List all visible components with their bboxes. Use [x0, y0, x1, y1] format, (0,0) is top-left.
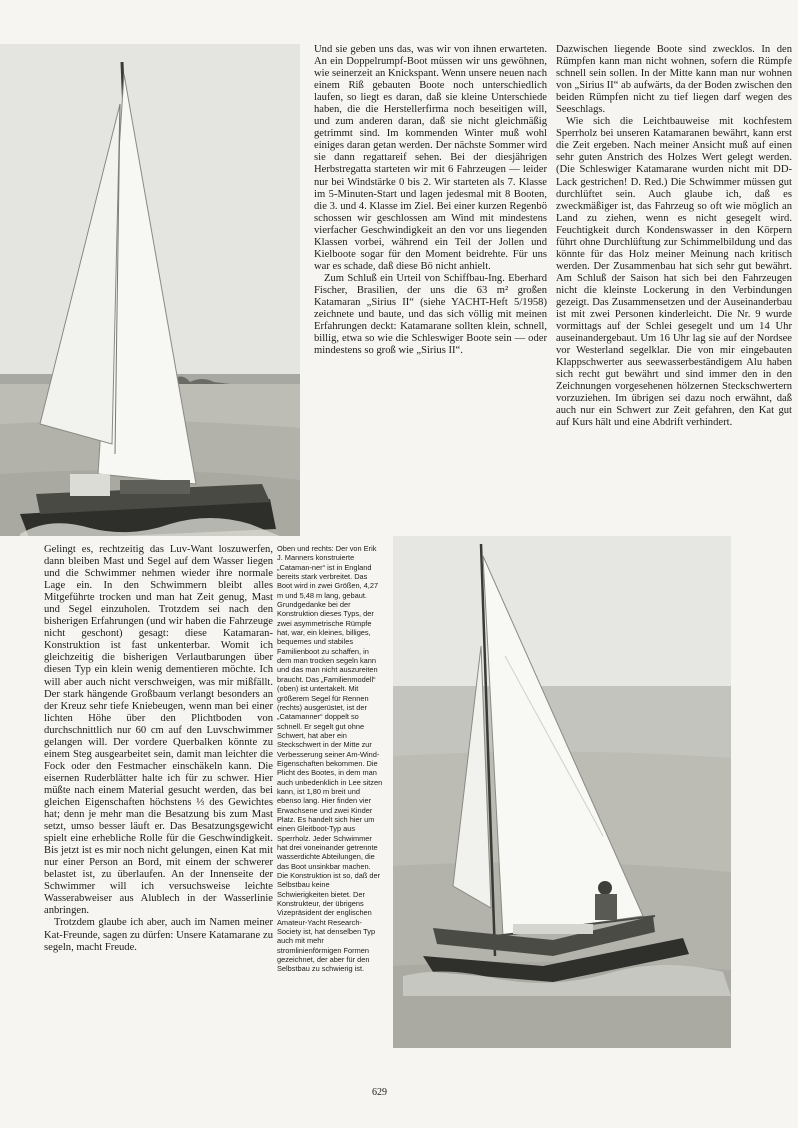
paragraph: Zum Schluß ein Urteil von Schiffbau-Ing. Eberhard Fischer, Brasilien, der uns die 63 m² großen Katamaran „Sirius II“ (siehe YACHT-Heft 5/1958) zeichnete und baute, und das sich völlig mit meinen Erfahrungen deckt: Katamarane sollten klein, schnell, billig, etwa so wie die Schleswiger Boote sein — oder mindestens so groß wie „Sirius II“.	[314, 272, 547, 357]
paragraph: Wie sich die Leichtbauweise mit kochfestem Sperrholz bei unseren Katamaranen bewährt, kann erst die Zeit ergeben. Nach meiner Ansicht muß auf einen sehr guten Anstrich des Holzes Wert gelegt werden. (Die Schleswiger Katamarane wurden nicht mit DD-Lack gestrichen! D. Red.) Die Schwimmer müssen gut durchlüftet sein. Auch glaube ich, daß es zweckmäßiger ist, das Fahrzeug so oft wie möglich an Land zu ziehen, wenn es nicht gesegelt wird. Feuchtigkeit durch Kondenswasser in den Körpern führt ohne Durchlüftung zur Schimmelbildung und das könnte für das Holz meiner Meinung nach kritisch werden. Der Zusammenbau hat sich sehr gut bewährt. Am Schluß der Saison hat sich bei den Fahrzeugen nicht die kleinste Lockerung in den Verbindungen gezeigt. Das Zusammensetzen und der Auseinanderbau ist mit zwei Personen kinderleicht. Die Nr. 9 wurde vormittags auf der Schlei gesegelt und um 14 Uhr auseinandergebaut. Um 16 Uhr lag sie auf der Nordsee vor Westerland segelklar. Die von mir eingebauten Klappschwerter aus seewasserbeständigem Alu haben sich recht gut bewährt und sind immer den in den Zeichnungen vorgesehenen hölzernen Steckschwertern vorzuziehen. Im übrigen sei dazu noch erwähnt, daß auch nur ein Schwert zur Zeit gefahren, den Kat gut auf Kurs hält und eine Abdrift verhindert.	[556, 116, 792, 429]
catamaran-racing-illustration	[393, 536, 731, 1048]
article-column-bottom-left	[44, 544, 273, 1068]
photo-caption	[277, 544, 383, 1068]
paragraph: Und sie geben uns das, was wir von ihnen erwarteten. An ein Doppelrumpf-Boot müssen wir uns gewöhnen, wie seinerzeit an Knickspant. Wenn unsere neuen nach einem Riß gebauten Boote noch unterschiedlich laufen, so liegt es daran, daß sie kleine Unterschiede haben, die die Herstellerfirma noch beseitigen will, und zum anderen daran, daß sie nicht gleichmäßig getrimmt sind. Im kommenden Winter muß wohl einiges daran getan werden. Der nächste Sommer wird sie dann regattareif sehen. Bei der diesjährigen Herbstregatta starteten wir mit 6 Fahrzeugen — leider nur bei Windstärke 0 bis 2. Wir starteten als 7. Klasse im 5-Minuten-Start und lagen jedesmal mit 8 Booten, die 3. und 4. Klasse im Ziel. Bei einer kurzen Regenbö schossen wir geschlossen am Wind mit mindestens vierfacher Geschwindigkeit an den vor uns liegenden Klassen vorbei, während ein Teil der Jollen und Kielboote sogar für den Moment beidrehte. Für uns war es schade, daß diese Bö nicht anhielt.	[314, 44, 547, 272]
paragraph: Trotzdem glaube ich aber, auch im Namen meiner Kat-Freunde, sagen zu dürfen: Unsere Katamarane zu segeln, macht Freude.	[44, 917, 273, 953]
caption-text: Oben und rechts: Der von Erik J. Manners konstruierte „Cataman-ner“ ist in England bereits stark verbreitet. Das Boot wird in zwei Größen, 4,27 m und 5,48 m lang, gebaut. Grundgedanke bei der Konstruktion dieses Typs, der zwei asymmetrische Rümpfe hat, war, ein kleines, billiges, bequemes und stabiles Familienboot zu schaffen, in dem man trocken segeln kann und das man nicht auszureiten braucht. Das „Familienmodell“ (oben) ist untertakelt. Mit größerem Segel für Rennen (rechts) ausgerüstet, ist der „Catamanner“ doppelt so schnell. Er segelt gut ohne Schwert, hat aber ein Steckschwert in der Mitte zur Verbesserung seiner Am-Wind-Eigenschaften bekommen. Die Plicht des Bootes, in dem man auch unbedenklich in Lee sitzen kann, ist 1,80 m breit und ebenso lang. Hier finden vier Erwachsene und zwei Kinder Platz. Es handelt sich hier um einen Gleitboot-Typ aus Sperrholz. Jeder Schwimmer hat drei voneinander getrennte wasserdichte Abteilungen, die das Boot unsinkbar machen. Die Konstruktion ist so, daß der Selbstbau keine Schwierigkeiten bietet. Der Konstrukteur, der übrigens Vizepräsident der englischen Amateur-Yacht Research-Society ist, hat denselben Typ auch mit mehr stromlinienförmigen Formen gezeichnet, der aber für den Selbstbau zu schwierig ist.	[277, 544, 383, 974]
catamaran-sail-illustration	[0, 44, 300, 536]
article-column-top-middle	[314, 44, 547, 522]
article-column-top-right	[556, 44, 792, 522]
catamaran-photo-top-left	[0, 44, 300, 536]
paragraph: Dazwischen liegende Boote sind zwecklos. In den Rümpfen kann man nicht wohnen, sofern die Rümpfe schnell sein sollen. In der Mitte kann man nur wohnen von „Sirius II“ ab aufwärts, da der Boden zwischen den beiden Rümpfen nicht zu tief liegen darf wegen des Seeschlags.	[556, 44, 792, 116]
paragraph: Gelingt es, rechtzeitig das Luv-Want loszuwerfen, dann bleiben Mast und Segel auf dem Wasser liegen und die Schwimmer nehmen wieder ihre normale Lage ein. In den Schwimmern bleibt alles Mitgeführte trocken und man hat Zeit genug, Mast und Segel einzuholen. Trotzdem sei nach den bisherigen Erfahrungen (und wir haben die Fahrzeuge nicht geschont) gesagt: diese Katamaran-Konstruktion ist fast unkenterbar. Womit ich gleichzeitig die bisherigen Verlautbarungen über diesen Typ ein klein wenig dementieren möchte. Ich will aber auch nicht verschweigen, was mir mißfällt. Der stark hängende Großbaum verlangt besonders an der Kreuz sehr tiefe Kniebeugen, wenn man bei einer lichten Höhe über den Plichtboden von durchschnittlich nur 60 cm auf den Luvschwimmer gelangen will. Der vordere Querbalken könnte zu einem Steg ausgearbeitet sein, damit man leichter die Fock oder den Festmacher einschäkeln kann. Die eisernen Ruderblätter halte ich für zu schwer. Hier müßte nach einem Material gesucht werden, das bei gleichen Eigenschaften höchstens ⅓ des Gewichtes hat; denn je mehr man die Besatzung bis zum Mast setzt, umso besser läuft er. Das Besatzungsgewicht spielt eine erhebliche Rolle für die Geschwindigkeit. Bis jetzt ist es mir noch nicht gelungen, einen Kat mit nur einer Person an Bord, mit einem der schwerer belastet ist, zu überlaufen. An der Innenseite der Schwimmer will ich versuchsweise leichte Wasserabweiser aus Alublech in der Wasserlinie anbringen.	[44, 544, 273, 917]
page-number: 629	[372, 1087, 387, 1098]
catamaran-photo-bottom-right	[393, 536, 731, 1048]
